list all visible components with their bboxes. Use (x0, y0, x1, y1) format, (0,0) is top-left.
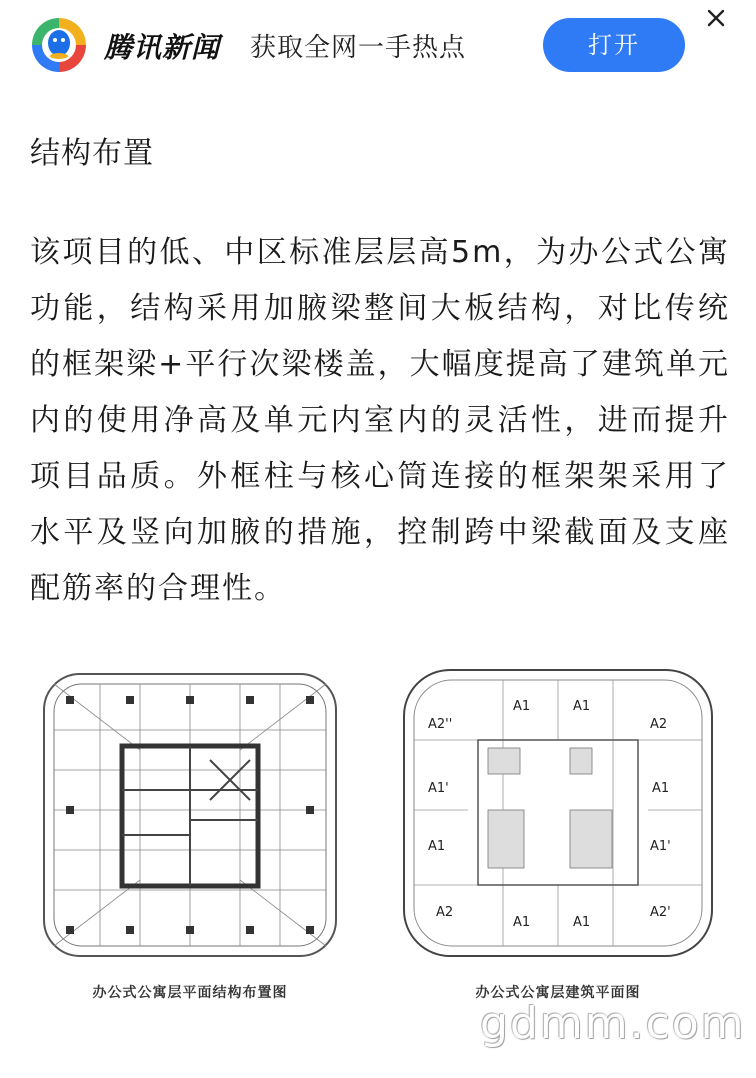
room-label: A2 (436, 905, 454, 920)
architectural-plan-drawing (398, 660, 718, 970)
room-label: A2'' (428, 717, 453, 732)
room-label: A1' (650, 839, 671, 854)
left-figure-caption: 办公式公寓层平面结构布置图 (92, 985, 288, 1001)
close-icon[interactable] (702, 4, 730, 32)
room-label: A1 (652, 781, 670, 796)
room-label: A1' (428, 781, 449, 796)
watermark: gdmm.com (480, 998, 746, 1049)
banner-slogan: 获取全网一手热点 (250, 33, 467, 63)
article-paragraph: 该项目的低、中区标准层层高5m，为办公式公寓功能，结构采用加腋梁整间大板结构，对比传统的框架梁+平行次梁楼盖，大幅度提高了建筑单元内的使用净高及单元内室内的灵活性，进而提升项目品质。外框柱与核心筒连接的框架架采用了水平及竖向加腋的措施，控制跨中梁截面及支座配筋率的合理性。 (30, 235, 730, 606)
room-label: A1 (513, 915, 531, 930)
room-label: A1 (573, 915, 591, 930)
room-label: A1 (573, 699, 591, 714)
room-label: A2 (650, 717, 668, 732)
section-heading: 结构布置 (30, 136, 154, 171)
app-banner (0, 0, 756, 92)
room-label: A1 (513, 699, 531, 714)
room-label: A1 (428, 839, 446, 854)
room-label: A2' (650, 905, 671, 920)
right-figure-caption: 办公式公寓层建筑平面图 (475, 985, 641, 1001)
structural-plan-drawing (30, 660, 350, 970)
brand-name: 腾讯新闻 (104, 31, 221, 64)
floor-plan-figure (30, 660, 730, 1020)
tencent-news-logo-icon (30, 16, 88, 74)
open-app-button[interactable]: 打开 (543, 18, 685, 72)
